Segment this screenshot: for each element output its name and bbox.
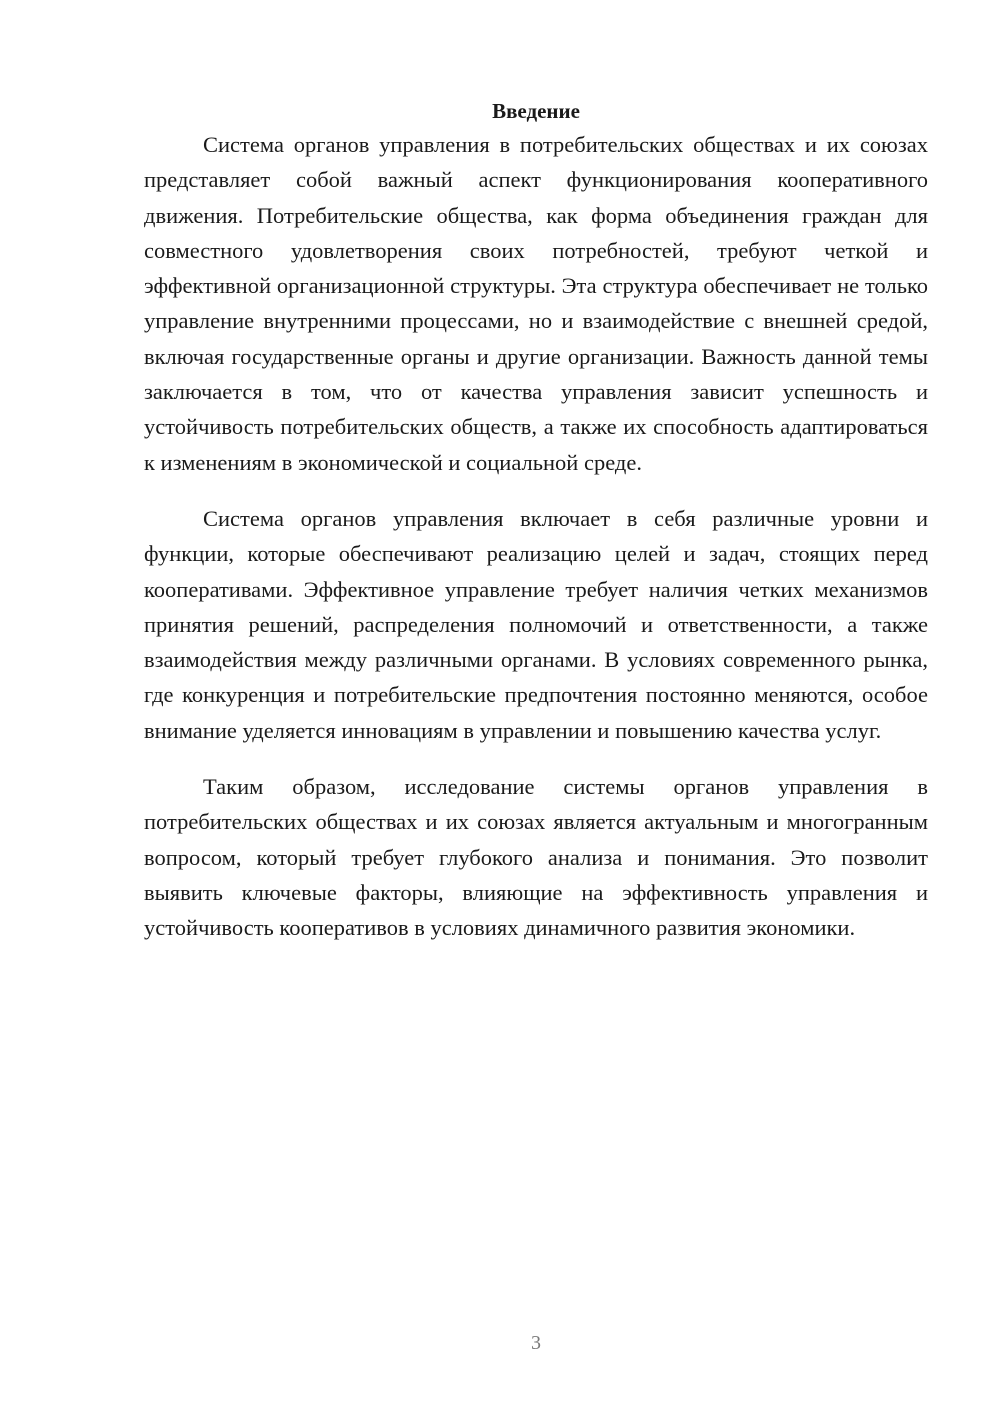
section-heading: Введение (492, 99, 580, 123)
page-number: 3 (531, 1332, 541, 1354)
paragraph-3: Таким образом, исследование системы органов управления в потребительских обществах и их союзах является актуальным и многогранным вопросом, который требует глубокого анализа и понимания. Это позволит выявить ключевые факторы, влияющие на эффективность управления и устойчивость кооперативов в условиях динамичного развития экономики. (144, 774, 928, 941)
paragraph-1: Система органов управления в потребительских обществах и их союзах представляет собой важный аспект функционирования кооперативного движения. Потребительские общества, как форма объединения граждан для совместного удовлетворения своих потребностей, требуют четкой и эффективной организационной структуры. Эта структура обеспечивает не только управление внутренними процессами, но и взаимодействие с внешней средой, включая государственные органы и другие организации. Важность данной темы заключается в том, что от качества управления зависит успешность и устойчивость потребительских обществ, а также их способность адаптироваться к изменениям в экономической и социальной среде. (144, 132, 928, 475)
page-content (144, 96, 928, 946)
paragraph-2: Система органов управления включает в себя различные уровни и функции, которые обеспечивают реализацию целей и задач, стоящих перед кооперативами. Эффективное управление требует наличия четких механизмов принятия решений, распределения полномочий и ответственности, а также взаимодействия между различными органами. В условиях современного рынка, где конкуренция и потребительские предпочтения постоянно меняются, особое внимание уделяется инновациям в управлении и повышению качества услуг. (144, 505, 928, 743)
